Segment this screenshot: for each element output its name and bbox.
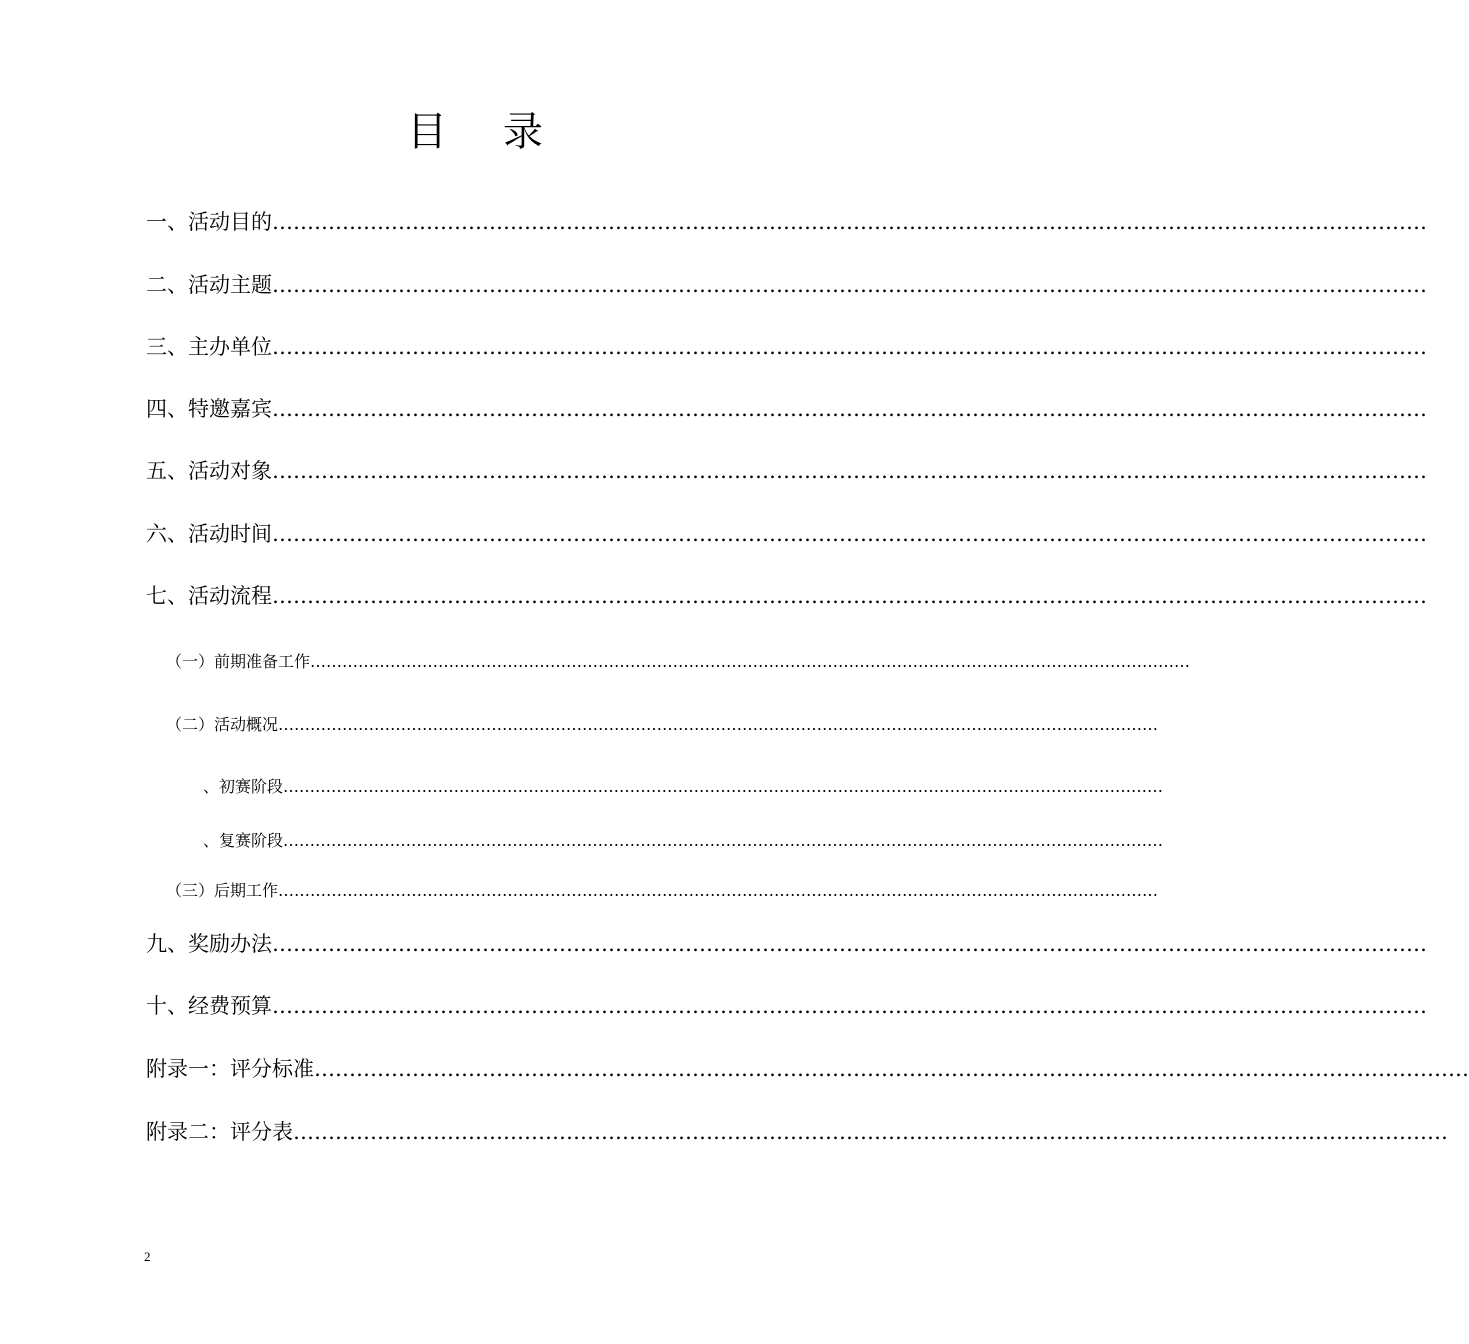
toc-entry-label: 附录二：评分表 <box>146 1120 293 1144</box>
toc-entry-follow-up[interactable] <box>166 879 1159 903</box>
toc-dot-leader: ………………………………………………………………………………………………………………………………………………… <box>272 397 1427 421</box>
toc-entry-label: 九、奖励办法 <box>146 932 272 956</box>
toc-entry-label: 二、活动主题 <box>146 273 272 297</box>
toc-entry-activity-time[interactable] <box>146 519 1427 549</box>
toc-dot-leader: ………………………………………………………………………………………………………………………………………………… <box>278 881 1159 900</box>
toc-entry-organizer[interactable] <box>146 332 1427 362</box>
toc-dot-leader: ………………………………………………………………………………………………………………………………………………… <box>272 994 1427 1018</box>
toc-dot-leader: ………………………………………………………………………………………………………………………………………………… <box>293 1120 1448 1144</box>
toc-entry-label: 四、特邀嘉宾 <box>146 397 272 421</box>
toc-dot-leader: ………………………………………………………………………………………………………………………………………………… <box>272 273 1427 297</box>
toc-dot-leader: ………………………………………………………………………………………………………………………………………………… <box>314 1057 1469 1081</box>
toc-entry-second-round[interactable] <box>203 829 1164 853</box>
page-title: 目录 <box>407 109 599 155</box>
toc-entry-activity-overview[interactable] <box>166 713 1159 737</box>
toc-entry-preliminary-round[interactable] <box>203 775 1164 799</box>
toc-entry-label: 六、活动时间 <box>146 522 272 546</box>
toc-entry-appendix-2[interactable] <box>146 1117 1448 1147</box>
toc-entry-activity-process[interactable] <box>146 581 1427 611</box>
toc-entry-special-guests[interactable] <box>146 394 1427 424</box>
toc-entry-label: （三）后期工作 <box>166 881 279 900</box>
toc-dot-leader: ………………………………………………………………………………………………………………………………………………… <box>272 932 1427 956</box>
toc-entry-rewards[interactable] <box>146 929 1427 959</box>
toc-entry-participants[interactable] <box>146 456 1427 486</box>
toc-dot-leader: ………………………………………………………………………………………………………………………………………………… <box>272 335 1427 359</box>
toc-entry-label: 附录一：评分标准 <box>146 1057 314 1081</box>
toc-dot-leader: ………………………………………………………………………………………………………………………………………………… <box>283 777 1164 796</box>
toc-dot-leader: ………………………………………………………………………………………………………………………………………………… <box>272 522 1427 546</box>
toc-entry-activity-purpose[interactable] <box>146 207 1427 237</box>
toc-entry-budget[interactable] <box>146 991 1427 1021</box>
toc-dot-leader: ………………………………………………………………………………………………………………………………………………… <box>272 210 1427 234</box>
toc-entry-label: （二）活动概况 <box>166 715 279 734</box>
page-number: 2 <box>144 1249 151 1264</box>
toc-dot-leader: ………………………………………………………………………………………………………………………………………………… <box>272 584 1427 608</box>
toc-entry-activity-theme[interactable] <box>146 270 1427 300</box>
toc-entry-label: 一、活动目的 <box>146 210 272 234</box>
toc-dot-leader: ………………………………………………………………………………………………………………………………………………… <box>310 652 1191 671</box>
toc-dot-leader: ………………………………………………………………………………………………………………………………………………… <box>283 831 1164 850</box>
toc-dot-leader: ………………………………………………………………………………………………………………………………………………… <box>278 715 1159 734</box>
toc-entry-label: （一）前期准备工作 <box>166 652 311 671</box>
toc-dot-leader: ………………………………………………………………………………………………………………………………………………… <box>272 459 1427 483</box>
toc-entry-label: 十、经费预算 <box>146 994 272 1018</box>
toc-entry-label: 五、活动对象 <box>146 459 272 483</box>
toc-entry-label: 三、主办单位 <box>146 335 272 359</box>
toc-entry-preparation[interactable] <box>166 650 1191 674</box>
toc-entry-label: 、复赛阶段 <box>203 831 284 850</box>
toc-entry-label: 、初赛阶段 <box>203 777 284 796</box>
toc-entry-label: 七、活动流程 <box>146 584 272 608</box>
toc-entry-appendix-1[interactable] <box>146 1054 1469 1084</box>
